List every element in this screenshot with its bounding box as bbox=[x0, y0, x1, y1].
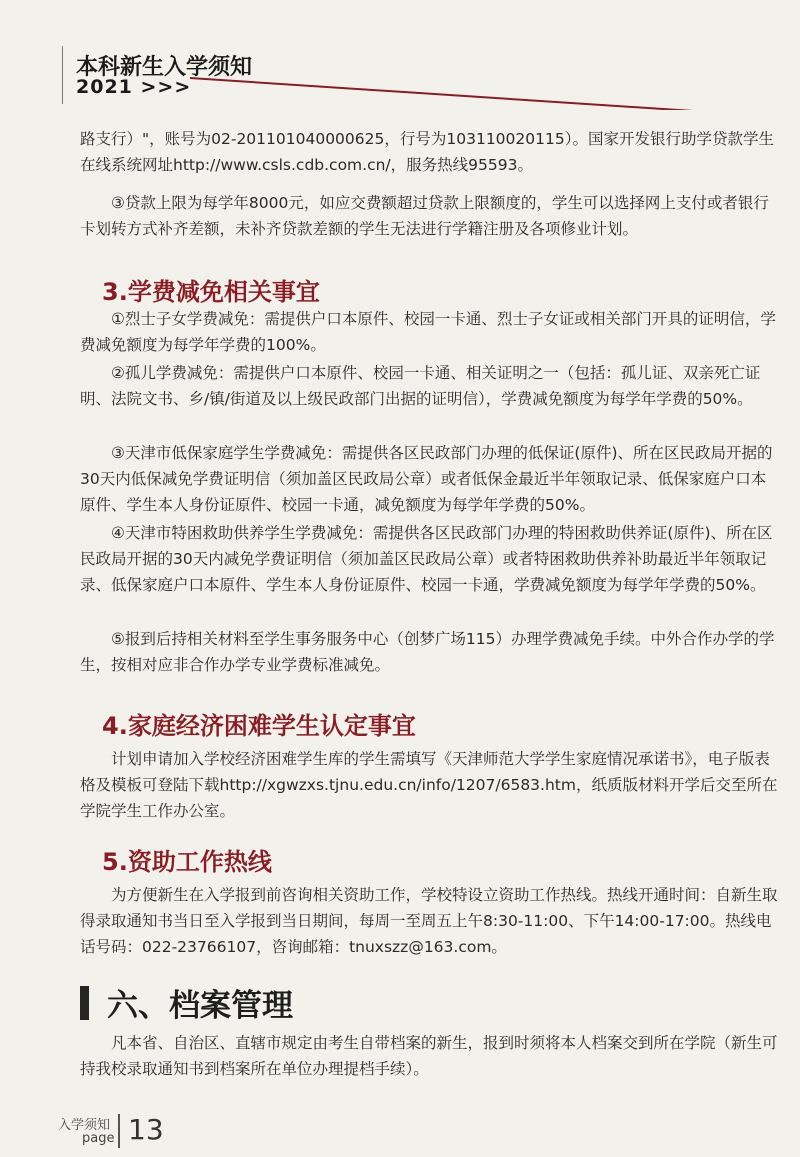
section-5-body: 为方便新生在入学报到前咨询相关资助工作，学校特设立资助工作热线。热线开通时间：自新生取得录取通知书当日至入学报到当日期间，每周一至周五上午8:30-11:00、下午14:00-17:00。热线电话号码：022-23766107，咨询邮箱：tnuxszz@163.com。 bbox=[80, 886, 778, 956]
loan-paragraph-2: ③贷款上限为每学年8000元，如应交费额超过贷款上限额度的，学生可以选择网上支付或者银行卡划转方式补齐差额，未补齐贷款差额的学生无法进行学籍注册及各项修业计划。 bbox=[80, 194, 769, 238]
section-6-body: 凡本省、自治区、直辖市规定由考生自带档案的新生，报到时须将本人档案交到所在学院（新生可持我校录取通知书到档案所在单位办理提档手续）。 bbox=[80, 1034, 778, 1078]
page-header bbox=[62, 40, 800, 110]
footer-separator bbox=[118, 1114, 120, 1148]
tuition-item-3: ③天津市低保家庭学生学费减免：需提供各区民政部门办理的低保证(原件)、所在区民政局开据的30天内低保减免学费证明信（须加盖区民政局公章）或者低保金最近半年领取记录、低保家庭户口本原件、学生本人身份证原件、校园一卡通，减免额度为每学年学费的50%。 bbox=[80, 444, 773, 514]
header-year: 2021 >>> bbox=[76, 76, 192, 98]
tuition-item-4: ④天津市特困救助供养学生学费减免：需提供各区民政部门办理的特困救助供养证(原件)、所在区民政局开据的30天内减免学费证明信（须加盖区民政局公章）或者特困救助供养补助最近半年领取记录、低保家庭户口本原件、学生本人身份证原件、校园一卡通，学费减免额度为每学年学费的50%。 bbox=[80, 524, 773, 594]
section-4-heading: 4.家庭经济困难学生认定事宜 bbox=[102, 712, 416, 740]
tuition-item-5: ⑤报到后持相关材料至学生事务服务中心（创梦广场115）办理学费减免手续。中外合作办学的学生，按相对应非合作办学专业学费标准减免。 bbox=[80, 630, 775, 674]
tuition-item-1: ①烈士子女学费减免：需提供户口本原件、校园一卡通、烈士子女证或相关部门开具的证明信，学费减免额度为每学年学费的100%。 bbox=[80, 310, 776, 354]
tuition-item-2: ②孤儿学费减免：需提供户口本原件、校园一卡通、相关证明之一（包括：孤儿证、双亲死亡证明、法院文书、乡/镇/街道及以上级民政部门出据的证明信），学费减免额度为每学年学费的50%。 bbox=[80, 364, 761, 408]
section-6-title: 六、档案管理 bbox=[107, 988, 293, 1024]
header-title: 本科新生入学须知 bbox=[76, 55, 253, 80]
page-footer bbox=[58, 1110, 178, 1150]
section-5-heading: 5.资助工作热线 bbox=[102, 848, 272, 876]
footer-label: 入学须知 bbox=[58, 1118, 111, 1133]
section-4-body: 计划申请加入学校经济困难学生库的学生需填写《天津师范大学学生家庭情况承诺书》，电子版表格及模板可登陆下载http://xgwzxs.tjnu.edu.cn/info/1207/6583.htm，纸质版材料开学后交至所在学院学生工作办公室。 bbox=[80, 750, 778, 820]
page-number: 13 bbox=[128, 1113, 164, 1146]
heading-bar bbox=[80, 986, 89, 1020]
loan-paragraph-1: 路支行）"，账号为02-201101040000625，行号为103110020115）。国家开发银行助学贷款学生在线系统网址http://www.csls.cdb.com.cn/，服务热线95593。 bbox=[80, 130, 774, 174]
section-6-heading bbox=[80, 980, 293, 1025]
section-3-heading: 3.学费减免相关事宜 bbox=[102, 278, 320, 306]
footer-page-word: page bbox=[82, 1131, 115, 1146]
